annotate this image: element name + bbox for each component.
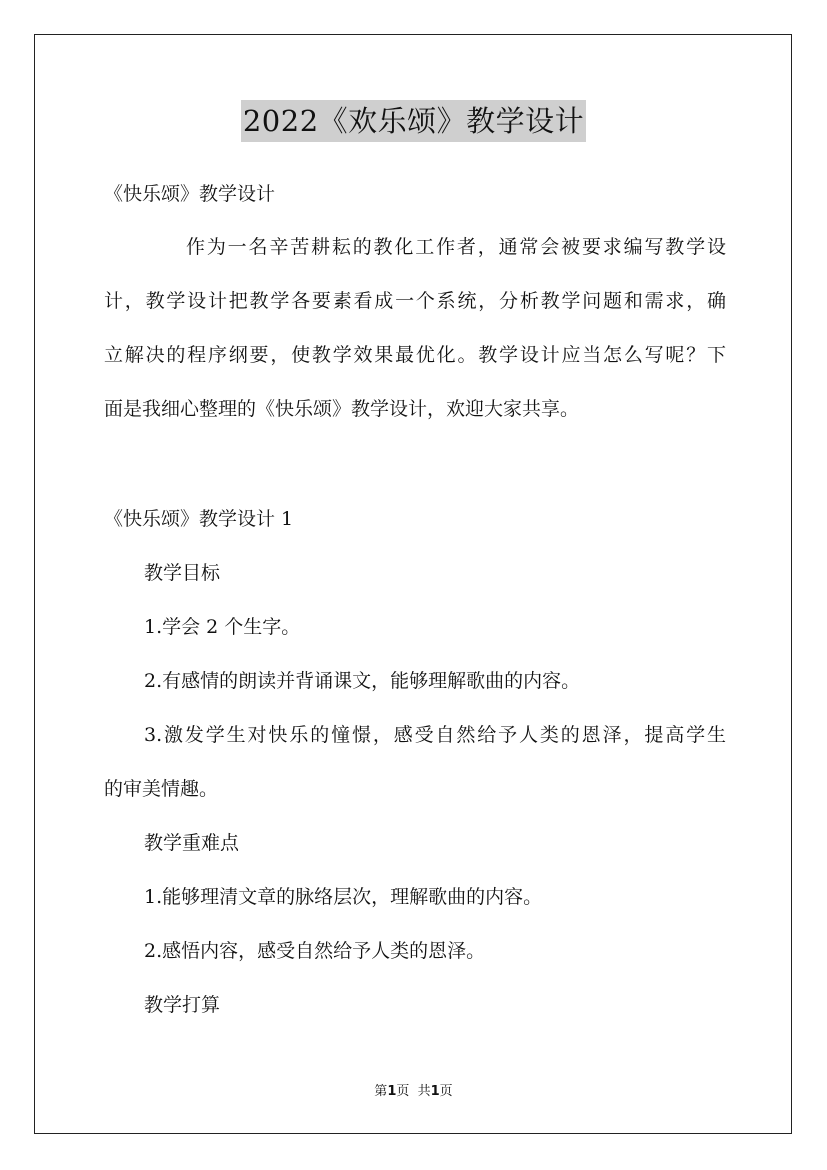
title-container [0,100,827,142]
document-title: 2022《欢乐颂》教学设计 [241,100,586,142]
footer-mid: 页 共 [396,1084,431,1099]
intro-heading: 《快乐颂》教学设计 [104,183,276,205]
page-footer [0,1084,827,1100]
key-point-1: 1.能够理清文章的脉络层次，理解歌曲的内容。 [144,886,543,908]
footer-current-page: 1 [387,1084,397,1099]
key-points-label: 教学重难点 [144,832,240,854]
footer-total-pages: 1 [430,1084,440,1099]
key-point-2: 2.感悟内容，感受自然给予人类的恩泽。 [144,940,486,962]
goal-item-3-line-2: 的审美情趣。 [104,778,219,800]
goal-item-3-line-1: 3.激发学生对快乐的憧憬，感受自然给予人类的恩泽，提高学生 [144,724,726,746]
goal-item-1: 1.学会 2 个生字。 [144,616,301,638]
section-heading: 《快乐颂》教学设计 1 [104,508,294,530]
intro-line-4: 面是我细心整理的《快乐颂》教学设计，欢迎大家共享。 [104,398,580,420]
prep-label: 教学打算 [144,994,221,1016]
intro-line-2: 计，教学设计把教学各要素看成一个系统，分析教学问题和需求，确 [104,290,726,312]
footer-suffix: 页 [439,1084,453,1099]
footer-prefix: 第 [374,1084,388,1099]
goal-item-2: 2.有感情的朗读并背诵课文，能够理解歌曲的内容。 [144,670,581,692]
intro-line-1: 作为一名辛苦耕耘的教化工作者，通常会被要求编写教学设 [186,236,726,258]
intro-line-3: 立解决的程序纲要，使教学效果最优化。教学设计应当怎么写呢？下 [104,344,726,366]
goals-label: 教学目标 [144,562,221,584]
